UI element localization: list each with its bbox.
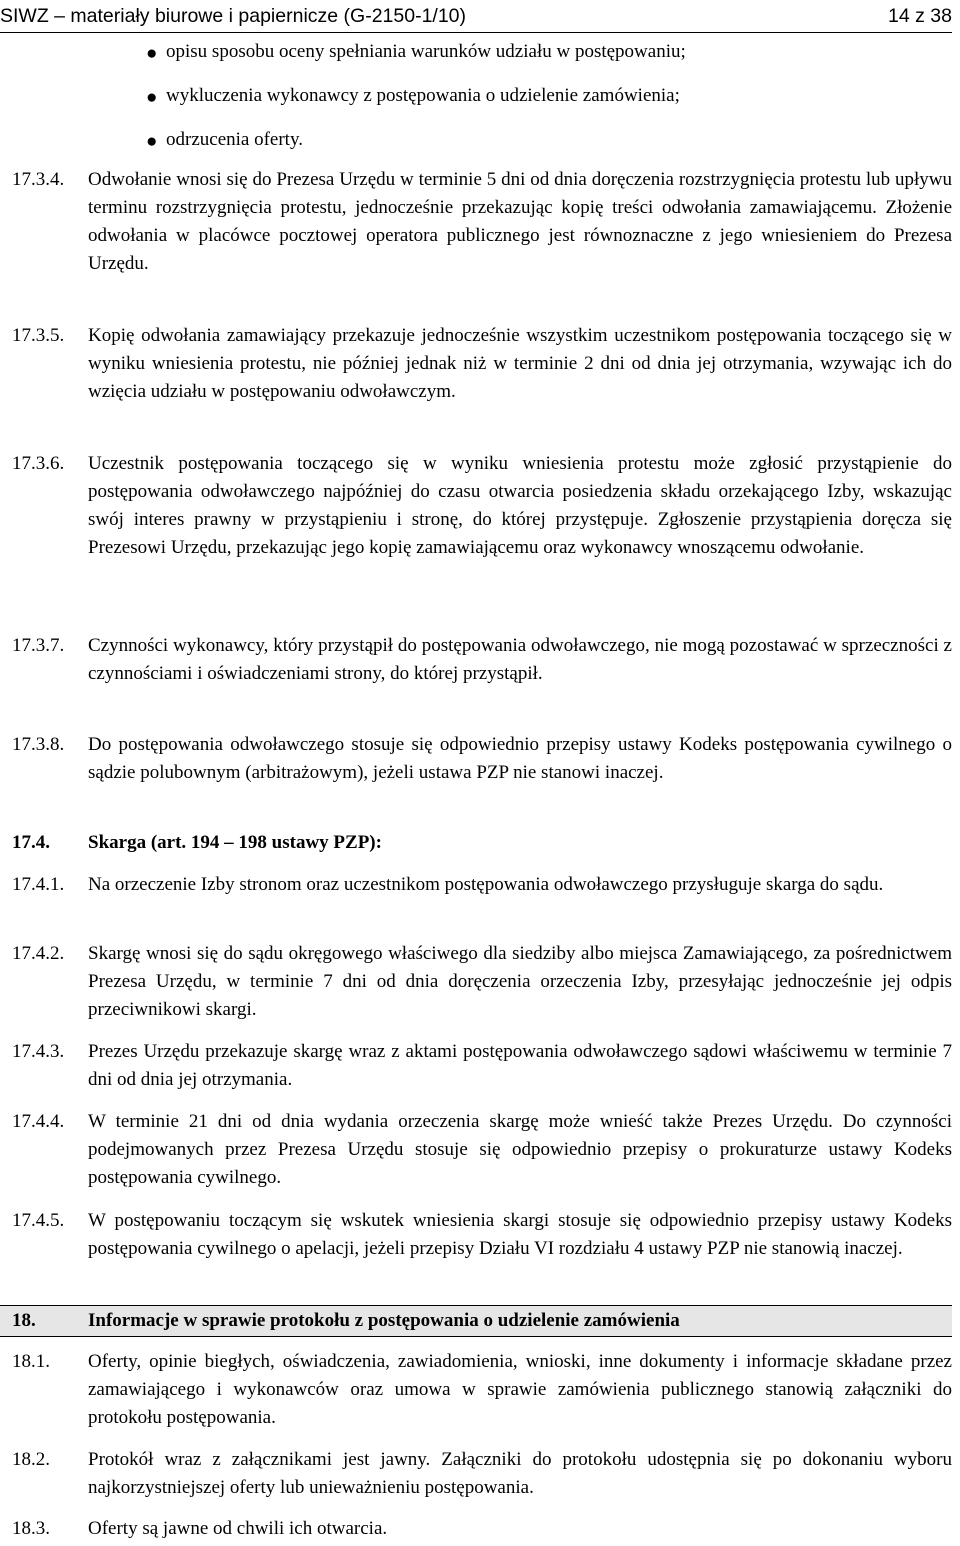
paragraph-17-4-5 [0, 1207, 952, 1263]
paragraph-text: Oferty są jawne od chwili ich otwarcia. [88, 1518, 388, 1539]
paragraph-17-3-7 [0, 632, 952, 688]
paragraph-number: 17.4.4. [12, 1111, 65, 1132]
bullet-list [0, 38, 952, 170]
page-header [0, 0, 952, 33]
bullet-text: opisu sposobu oceny spełniania warunków udziału w postępowaniu; [166, 41, 686, 62]
paragraph-number: 18.3. [12, 1518, 50, 1539]
paragraph-18-3 [0, 1515, 952, 1543]
bullet-icon: ● [146, 87, 158, 108]
paragraph-text: Protokół wraz z załącznikami jest jawny. Załączniki do protokołu udostępnia się po dokonaniu wyboru najkorzystniejszej oferty lub unieważnieniu postępowania. [88, 1449, 952, 1498]
paragraph-number: 18.2. [12, 1449, 50, 1470]
bullet-icon: ● [146, 43, 158, 64]
document-title: SIWZ – materiały biurowe i papiernicze (G-2150-1/10) [0, 5, 467, 27]
paragraph-18-2 [0, 1446, 952, 1502]
paragraph-17-3-4 [0, 166, 952, 278]
section-title: Skarga (art. 194 – 198 ustawy PZP): [88, 832, 382, 853]
section-number: 18. [12, 1310, 36, 1331]
paragraph-number: 17.3.8. [12, 734, 65, 755]
paragraph-17-3-6 [0, 450, 952, 562]
paragraph-text: Do postępowania odwoławczego stosuje się odpowiednio przepisy ustawy Kodeks postępowania cywilnego o sądzie polubownym (arbitrażowym), jeżeli ustawa PZP nie stanowi inaczej. [88, 734, 952, 783]
paragraph-text: Skargę wnosi się do sądu okręgowego właściwego dla siedziby albo miejsca Zamawiającego, za pośrednictwem Prezesa Urzędu, w terminie 7 dni od dnia doręczenia orzeczenia Izby, przesyłając jednocześnie jej odpis przeciwnikowi skargi. [88, 943, 952, 1020]
paragraph-number: 17.4.1. [12, 874, 65, 895]
bullet-icon: ● [146, 131, 158, 152]
paragraph-text: W postępowaniu toczącym się wskutek wniesienia skargi stosuje się odpowiednio przepisy ustawy Kodeks postępowania cywilnego o apelacji, jeżeli przepisy Działu VI rozdziału 4 ustawy PZP nie stanowią inaczej. [88, 1210, 952, 1259]
paragraph-text: Odwołanie wnosi się do Prezesa Urzędu w terminie 5 dni od dnia doręczenia rozstrzygnięcia protestu lub upływu terminu rozstrzygnięcia protestu, jednocześnie przekazując kopię treści odwołania zamawiającemu. Złożenie odwołania w placówce pocztowej operatora publicznego jest równoznaczne z jego wniesieniem do Prezesa Urzędu. [88, 169, 952, 274]
paragraph-text: W terminie 21 dni od dnia wydania orzeczenia skargę może wnieść także Prezes Urzędu. Do czynności podejmowanych przez Prezesa Urzędu stosuje się odpowiednio przepisy o prokuraturze ustawy Kodeks postępowania cywilnego. [88, 1111, 952, 1188]
paragraph-text: Prezes Urzędu przekazuje skargę wraz z aktami postępowania odwoławczego sądowi właściwemu w terminie 7 dni od dnia jej otrzymania. [88, 1041, 952, 1090]
list-item [0, 38, 952, 82]
paragraph-text: Oferty, opinie biegłych, oświadczenia, zawiadomienia, wnioski, inne dokumenty i informacje składane przez zamawiającego i wykonawców oraz umowa w sprawie zamówienia publicznego stanowią załączniki do protokołu postępowania. [88, 1351, 952, 1428]
section-number: 17.4. [12, 832, 50, 853]
section-heading-17-4 [0, 829, 952, 857]
paragraph-number: 17.3.5. [12, 325, 65, 346]
paragraph-number: 17.4.2. [12, 943, 65, 964]
paragraph-number: 17.3.6. [12, 453, 65, 474]
paragraph-text: Kopię odwołania zamawiający przekazuje jednocześnie wszystkim uczestnikom postępowania toczącego się w wyniku wniesienia protestu, nie później jednak niż w terminie 2 dni od dnia jej otrzymania, wzywając ich do wzięcia udziału w postępowaniu odwoławczym. [88, 325, 952, 402]
paragraph-number: 17.4.5. [12, 1210, 65, 1231]
paragraph-text: Czynności wykonawcy, który przystąpił do postępowania odwoławczego, nie mogą pozostawać w sprzeczności z czynnościami i oświadczeniami strony, do której przystąpił. [88, 635, 952, 684]
paragraph-17-4-2 [0, 940, 952, 1024]
paragraph-17-4-3 [0, 1038, 952, 1094]
paragraph-17-4-4 [0, 1108, 952, 1192]
paragraph-17-3-5 [0, 322, 952, 406]
page-number: 14 z 38 [888, 5, 952, 27]
bullet-text: odrzucenia oferty. [166, 129, 303, 150]
paragraph-17-4-1 [0, 871, 952, 899]
paragraph-number: 17.3.7. [12, 635, 65, 656]
paragraph-number: 17.3.4. [12, 169, 65, 190]
paragraph-number: 17.4.3. [12, 1041, 65, 1062]
section-title: Informacje w sprawie protokołu z postępowania o udzielenie zamówienia [88, 1310, 680, 1331]
paragraph-17-3-8 [0, 731, 952, 787]
paragraph-text: Na orzeczenie Izby stronom oraz uczestnikom postępowania odwoławczego przysługuje skarga do sądu. [88, 874, 884, 895]
bullet-text: wykluczenia wykonawcy z postępowania o udzielenie zamówienia; [166, 85, 680, 106]
list-item [0, 126, 952, 170]
paragraph-18-1 [0, 1348, 952, 1432]
section-heading-18 [0, 1305, 952, 1337]
paragraph-text: Uczestnik postępowania toczącego się w wyniku wniesienia protestu może zgłosić przystąpienie do postępowania odwoławczego najpóźniej do czasu otwarcia posiedzenia składu orzekającego Izby, wskazując swój interes prawny w przystąpieniu i stronę, do której przystępuje. Zgłoszenie przystąpienia doręcza się Prezesowi Urzędu, przekazując jego kopię zamawiającemu oraz wykonawcy wnoszącemu odwołanie. [88, 453, 952, 558]
list-item [0, 82, 952, 126]
paragraph-number: 18.1. [12, 1351, 50, 1372]
